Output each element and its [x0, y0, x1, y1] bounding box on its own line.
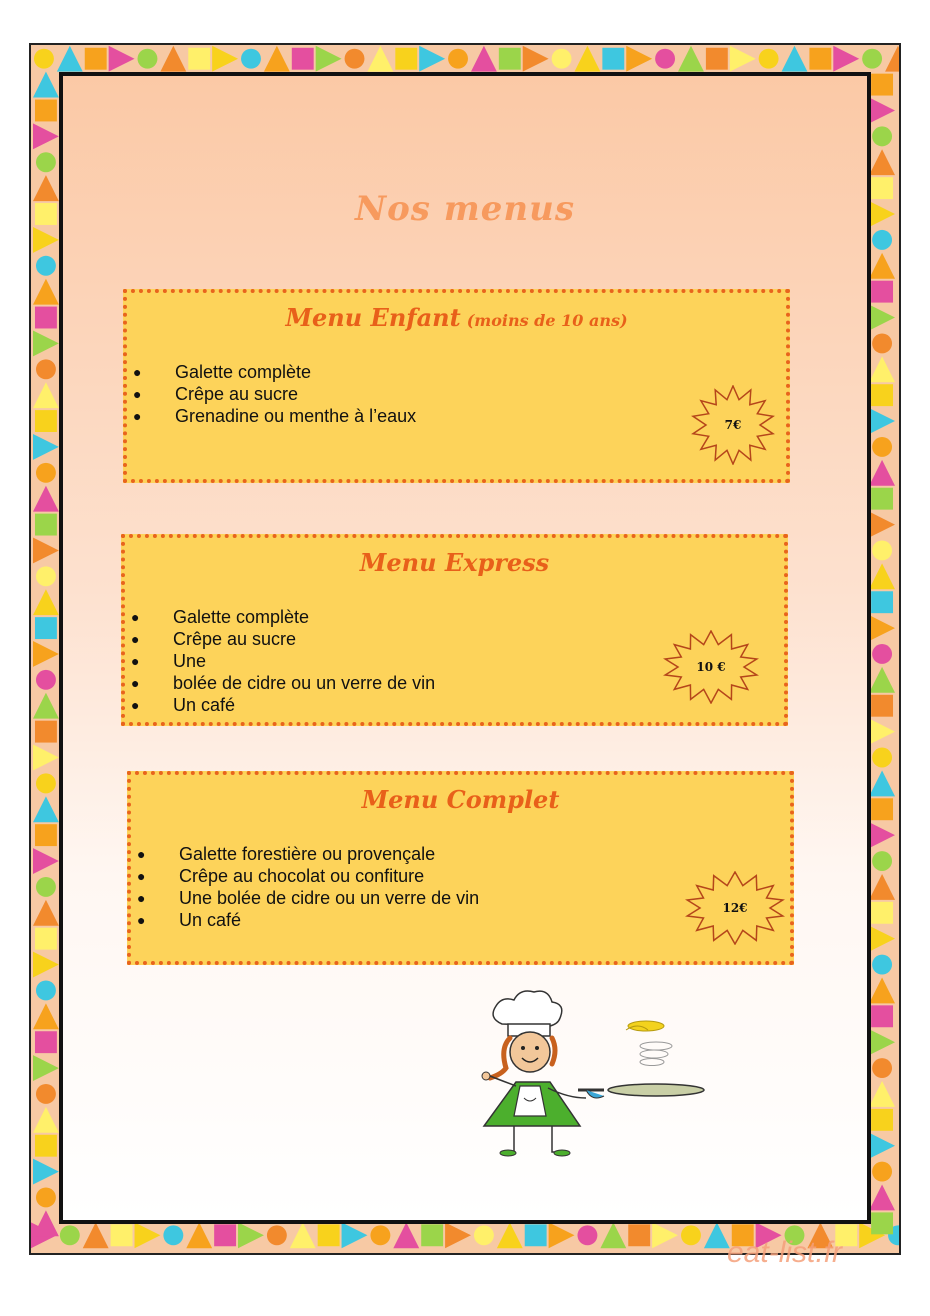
- menu-card-express: [121, 534, 788, 726]
- menu-title-note: (moins de 10 ans): [466, 311, 628, 330]
- menu-card-enfant: [123, 289, 790, 483]
- decorative-border-frame: [29, 43, 901, 1255]
- price-label: 10 €: [696, 660, 726, 674]
- menu-title-text: Menu Complet: [361, 785, 560, 814]
- list-item: ● Un café: [131, 695, 236, 715]
- list-item: ● bolée de cidre ou un verre de vin: [131, 673, 436, 693]
- menu-page: [59, 72, 871, 1224]
- list-item: ● Galette complète: [133, 362, 312, 382]
- list-item: ● Crêpe au sucre: [133, 384, 299, 404]
- list-item: ● Une: [131, 651, 207, 671]
- menu-title: [125, 548, 784, 577]
- price-label: 12€: [722, 901, 748, 915]
- list-item: ● Crêpe au chocolat ou confiture: [137, 866, 425, 886]
- price-starburst-badge: [685, 871, 785, 945]
- menu-title-text: Menu Express: [359, 548, 550, 577]
- menu-title: [127, 303, 786, 332]
- menu-item-list: [127, 361, 786, 427]
- list-item: ● Crêpe au sucre: [131, 629, 297, 649]
- price-starburst-badge: [691, 385, 775, 465]
- list-item: ● Grenadine ou menthe à l’eaux: [133, 406, 417, 426]
- page-title: Nos menus: [355, 189, 575, 229]
- list-item: ● Une bolée de cidre ou un verre de vin: [137, 888, 480, 908]
- list-item: ● Un café: [137, 910, 242, 930]
- menu-title-text: Menu Enfant: [285, 303, 461, 332]
- watermark-text: eat-list.fr: [727, 1236, 843, 1269]
- list-item: ● Galette forestière ou provençale: [137, 844, 436, 864]
- chef-with-pan-icon: [474, 990, 706, 1162]
- menu-title: [131, 785, 790, 814]
- list-item: ● Galette complète: [131, 607, 310, 627]
- price-label: 7€: [724, 418, 742, 432]
- price-starburst-badge: [663, 630, 759, 704]
- menu-card-complet: [127, 771, 794, 965]
